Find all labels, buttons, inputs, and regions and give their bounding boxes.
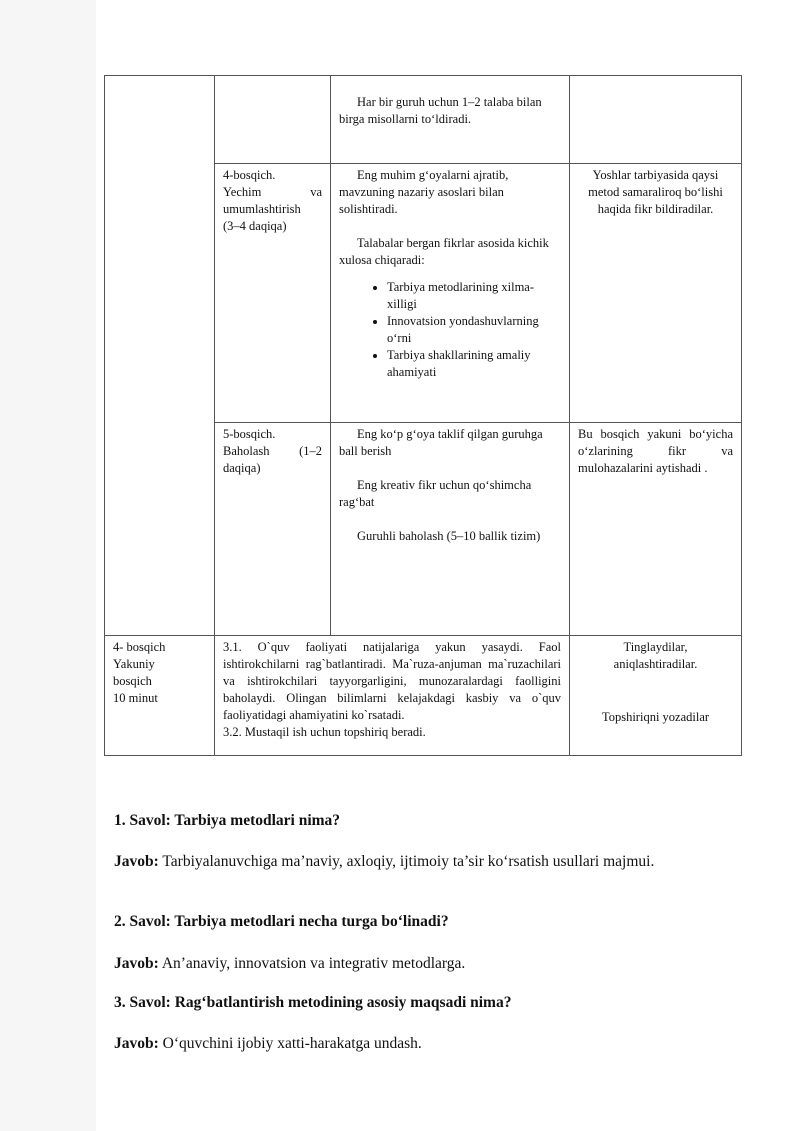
lesson-plan-table: [104, 75, 742, 756]
stage-line: 4- bosqich: [113, 640, 166, 654]
stage-line: 10 minut: [113, 691, 158, 705]
student-activity-cell: [570, 423, 742, 636]
answer-text: An’anaviy, innovatsion va integrativ metodlarga.: [158, 955, 466, 972]
teacher-activity-text: Eng kreativ fikr uchun qo‘shimcha rag‘bat: [339, 478, 532, 509]
stage-line: bosqich: [113, 674, 152, 688]
qa-item-3: [114, 992, 734, 1014]
stage-line: umumlashtirish: [223, 202, 301, 216]
teacher-activity-text: Eng ko‘p g‘oya taklif qilgan guruhga ball berish: [339, 427, 543, 458]
student-activity-cell: [570, 164, 742, 423]
list-item: • Tarbiya shakllarining amaliy ahamiyati: [387, 347, 561, 381]
answer-3: [114, 1033, 734, 1055]
teacher-activity-text: Har bir guruh uchun 1–2 talaba bilan birga misollarni to‘ldiradi.: [339, 95, 542, 126]
teacher-activity-cell: [331, 423, 570, 636]
stage-cell: [215, 164, 331, 423]
stage-cell: [105, 636, 215, 756]
qa-item-2: [114, 911, 734, 933]
teacher-activity-cell: [331, 76, 570, 164]
stage-line: Yechim va: [223, 185, 322, 199]
teacher-activity-text: Talabalar bergan fikrlar asosida kichik xulosa chiqaradi:: [339, 236, 549, 267]
student-activity-text: Yoshlar tarbiyasida qaysi metod samaraliroq bo‘lishi haqida fikr bildiradilar.: [588, 168, 723, 216]
student-activity-cell: [570, 636, 742, 756]
teacher-activity-text: Eng muhim g‘oyalarni ajratib, mavzuning nazariy asoslari bilan solishtiradi.: [339, 168, 509, 216]
empty-cell: [215, 76, 331, 164]
question-text: 2. Savol: Tarbiya metodlari necha turga bo‘linadi?: [114, 913, 449, 930]
stage-line: 4-bosqich.: [223, 168, 276, 182]
teacher-activity-cell: [215, 636, 570, 756]
list-item: • Innovatsion yondashuvlarning o‘rni: [387, 313, 561, 347]
stage-line: daqiqa): [223, 461, 261, 475]
student-activity-text: Topshiriqni yozadilar: [601, 710, 710, 724]
stage-line: Yakuniy: [113, 657, 155, 671]
teacher-activity-text: 3.1. O`quv faoliyati natijalariga yakun yasaydi. Faol ishtirokchilarni rag`batlantiradi. Ma`ruza-anjuman ma`ruzachilari va ishtirokchilari tayyorgarligini, munozaralardagi faolligini baholaydi. Olingan bilimlarni kelajakdagi kasbiy va o`quv faoliyatidagi ahamiyatini ko`rsatadi.: [223, 640, 561, 722]
stage-line: Baholash (1–2: [223, 444, 322, 458]
student-activity-text: Bu bosqich yakuni bo‘yicha o‘zlarining fikr va mulohazalarini aytishadi .: [578, 427, 733, 475]
empty-stage-cell: [105, 76, 215, 636]
page-left-margin: [0, 0, 96, 1131]
conclusion-list: [339, 279, 561, 381]
stage-line: 5-bosqich.: [223, 427, 276, 441]
question-text: 1. Savol: Tarbiya metodlari nima?: [114, 812, 341, 829]
teacher-activity-text: Guruhli baholash (5–10 ballik tizim): [357, 529, 541, 543]
answer-text: Tarbiyalanuvchiga ma’naviy, axloqiy, ijtimoiy ta’sir ko‘rsatish usullari majmui.: [158, 853, 655, 870]
teacher-activity-text: 3.2. Mustaqil ish uchun topshiriq beradi.: [223, 725, 426, 739]
stage-line: (3–4 daqiqa): [223, 219, 287, 233]
stage-cell: [215, 423, 331, 636]
answer-1: [114, 851, 734, 873]
table-row: [105, 636, 742, 756]
table-row: [105, 76, 742, 164]
list-item: • Tarbiya metodlarining xilma-xilligi: [387, 279, 561, 313]
answer-2: [114, 953, 734, 975]
teacher-activity-cell: [331, 164, 570, 423]
answer-label: Javob:: [114, 853, 159, 870]
answer-label: Javob:: [114, 1035, 159, 1052]
empty-cell: [570, 76, 742, 164]
question-text: 3. Savol: Rag‘batlantirish metodining asosiy maqsadi nima?: [114, 994, 512, 1011]
answer-label: Javob:: [114, 955, 159, 972]
student-activity-text: Tinglaydilar, aniqlashtiradilar.: [613, 640, 698, 671]
answer-text: O‘quvchini ijobiy xatti-harakatga undash.: [158, 1035, 422, 1052]
qa-item-1: [114, 810, 734, 832]
